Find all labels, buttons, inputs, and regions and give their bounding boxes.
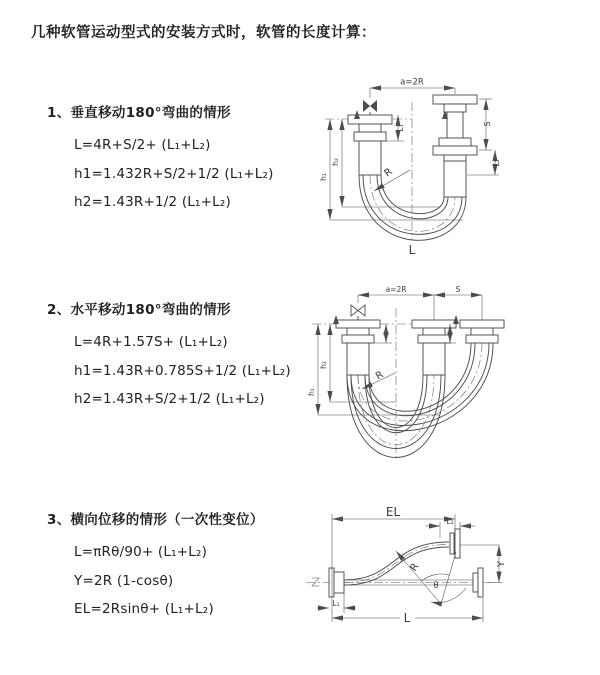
- label-theta: θ: [433, 581, 439, 591]
- formula-y: Y=2R (1-cosθ): [74, 572, 174, 589]
- section-3-heading: 3、横向位移的情形（一次性变位）: [47, 512, 264, 528]
- formula-h1: h1=1.432R+S/2+1/2 (L₁+L₂): [74, 165, 274, 182]
- right-flange-assembly: [433, 95, 477, 197]
- valve-icon: [351, 305, 365, 320]
- label-radius: R: [408, 561, 422, 574]
- dim-label-a2r: a=2R: [400, 77, 424, 88]
- dim-label-l1: L₁: [396, 124, 405, 132]
- diagram-horizontal-180-bend: [300, 280, 570, 465]
- dim-label-h1: h₁: [307, 388, 316, 396]
- formula-el: EL=2Rsinθ+ (L₁+L₂): [74, 601, 214, 617]
- dimension-s: [434, 285, 482, 295]
- left-flange: [336, 320, 380, 375]
- dim-label-h2: h₂: [319, 361, 328, 369]
- dim-label-el: EL: [385, 505, 401, 519]
- label-radius: R: [373, 369, 386, 383]
- dim-label-l2: L₂: [446, 517, 454, 526]
- dim-label-l2: L₂: [492, 159, 501, 167]
- dimension-span: [358, 285, 482, 320]
- dim-label-h2: h₂: [331, 158, 340, 166]
- dim-label-a2r: a=2R: [385, 285, 407, 294]
- dimension-el: [332, 505, 455, 622]
- middle-flange: [412, 320, 456, 375]
- section-3-formulas: [74, 538, 317, 624]
- left-flange: [348, 115, 392, 175]
- section-2-formulas: [74, 328, 317, 414]
- dim-label-s: S: [483, 121, 492, 127]
- section-1-formulas: [74, 131, 317, 217]
- label-length: L: [408, 243, 416, 257]
- right-flange-original: [473, 568, 483, 597]
- formula-h2: h2=1.43R+S/2+1/2 (L₁+L₂): [74, 391, 265, 407]
- section-vertical-movement: [47, 104, 317, 217]
- up-arrow-middle: [453, 315, 459, 324]
- formula-length: L=πRθ/90+ (L₁+L₂): [74, 544, 208, 560]
- section-2-heading: 2、水平移动180°弯曲的情形: [47, 302, 231, 318]
- break-mark: [312, 578, 319, 586]
- formula-length: L=4R+1.57S+ (L₁+L₂): [74, 334, 228, 350]
- formula-length: L=4R+S/2+ (L₁+L₂): [74, 137, 211, 153]
- section-lateral-displacement: [47, 511, 317, 624]
- hose-displaced-position: [344, 542, 449, 585]
- page-title: 几种软管运动型式的安装方式时，软管的长度计算：: [31, 25, 376, 41]
- up-arrow-left: [354, 110, 360, 119]
- right-flange: [460, 320, 504, 343]
- label-radius: R: [382, 166, 395, 180]
- section-horizontal-movement: [47, 301, 317, 414]
- up-arrow-left: [333, 315, 339, 324]
- dimension-s: [479, 99, 492, 150]
- dimension-y: [460, 545, 507, 583]
- left-flange: [329, 568, 344, 597]
- dimension-l: [332, 598, 483, 625]
- dim-label-l1: L₁: [332, 599, 340, 608]
- valve-icon: [363, 100, 377, 115]
- right-flange-displaced: [450, 529, 460, 558]
- section-1-heading: 1、垂直移动180°弯曲的情形: [47, 105, 231, 121]
- dim-label-h1: h₁: [319, 173, 328, 181]
- diagram-vertical-180-bend: [300, 62, 570, 262]
- formula-h1: h1=1.43R+0.785S+1/2 (L₁+L₂): [74, 362, 291, 379]
- diagram-lateral-displacement: [296, 496, 511, 631]
- dim-label-s: S: [455, 285, 461, 294]
- formula-h2: h2=1.43R+1/2 (L₁+L₂): [74, 194, 231, 210]
- dim-label-l: L: [403, 611, 411, 625]
- dim-label-y: Y: [496, 560, 507, 568]
- dimension-l1: [317, 593, 356, 613]
